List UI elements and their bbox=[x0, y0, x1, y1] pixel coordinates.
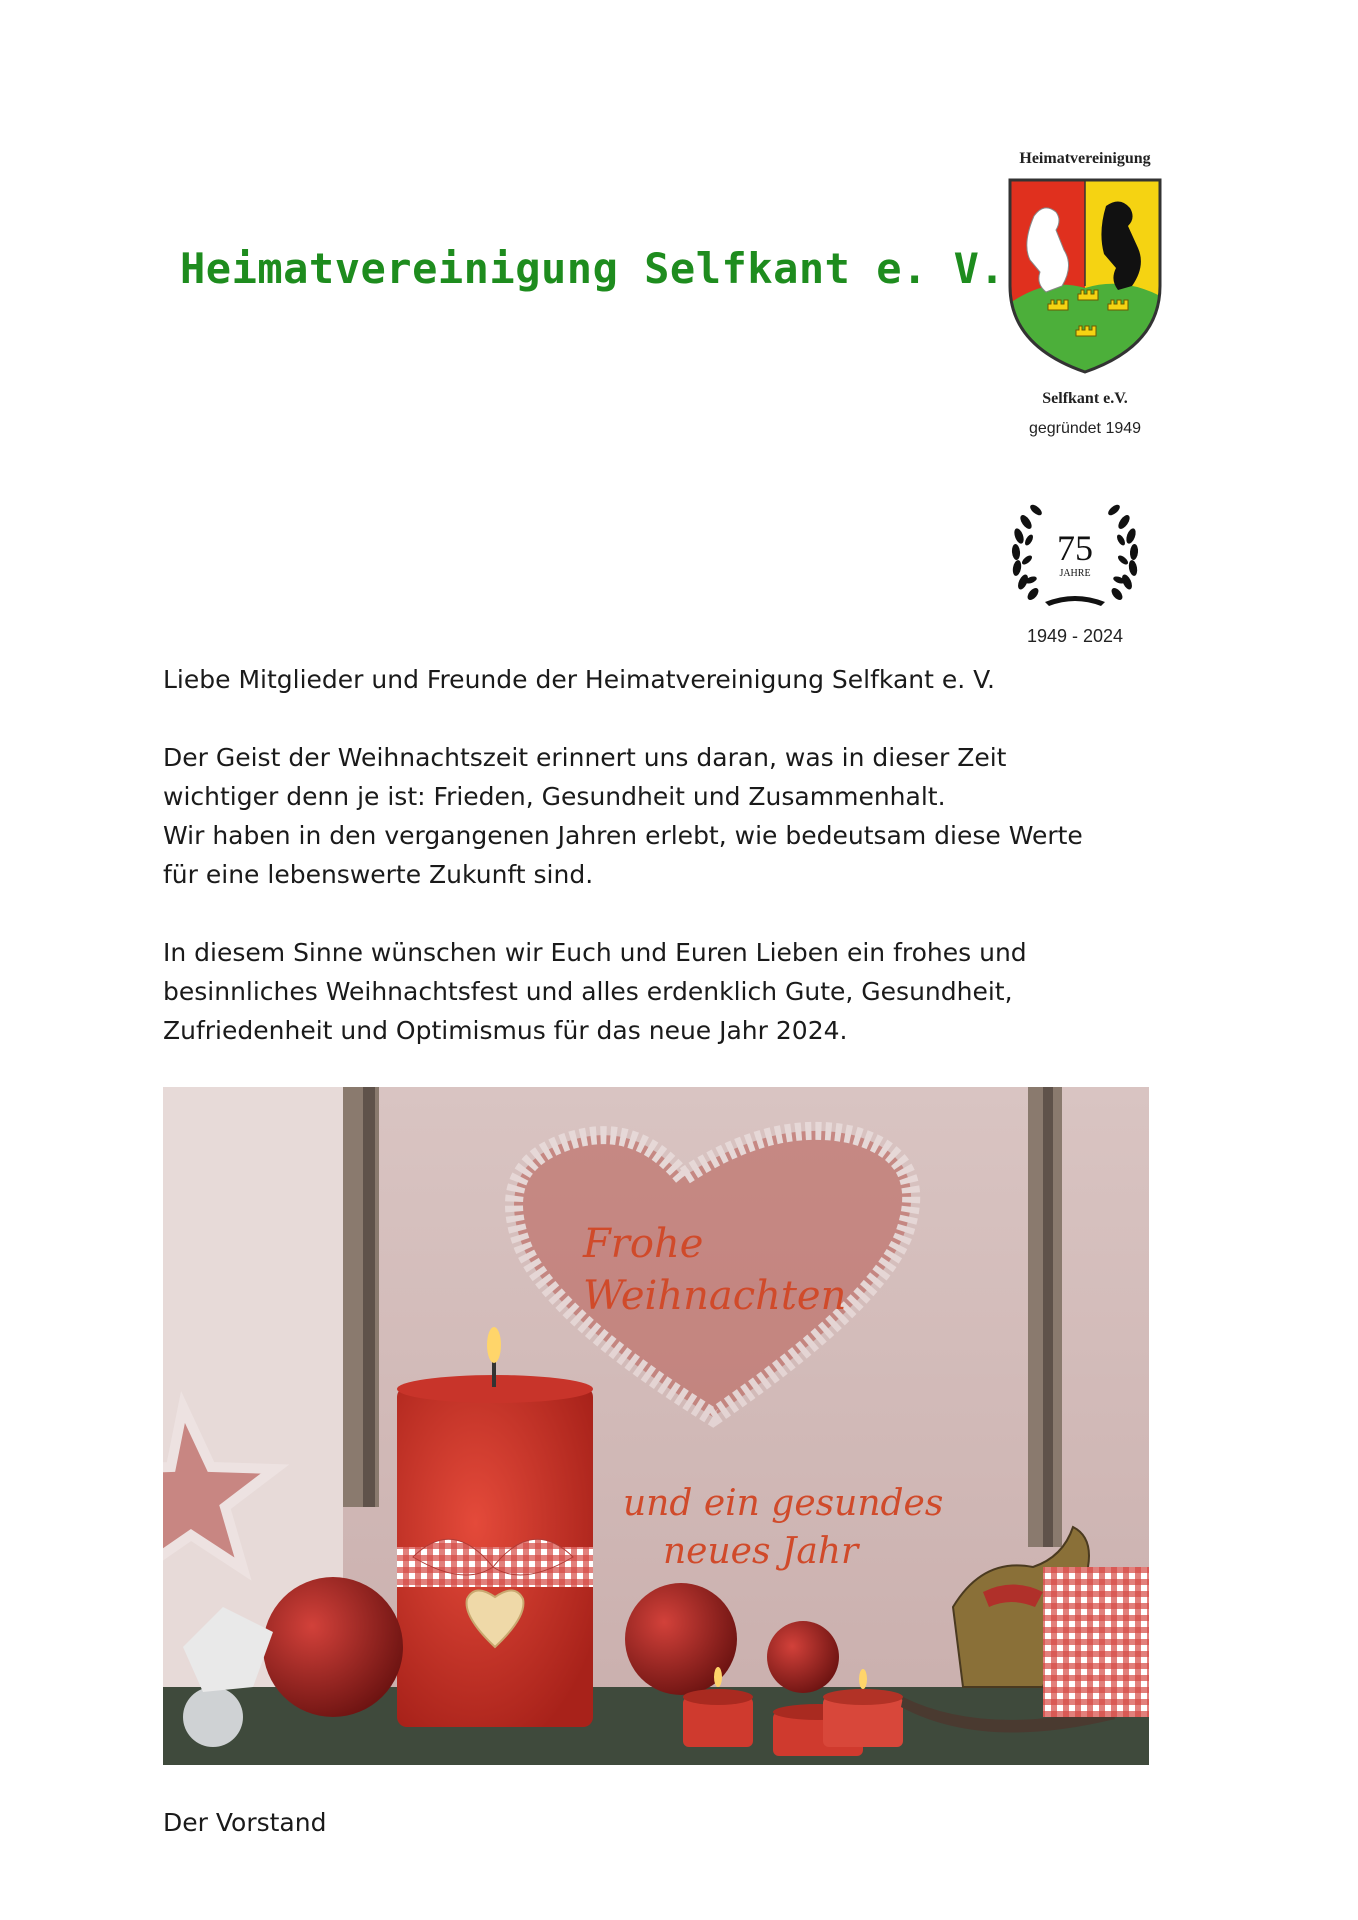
jubilee-number: 75 bbox=[1057, 528, 1093, 568]
paragraph-1 bbox=[163, 738, 1243, 894]
paragraph-line: Zufriedenheit und Optimismus für das neue Jahr 2024. bbox=[163, 1016, 848, 1045]
jubilee-years: 1949 - 2024 bbox=[1026, 626, 1124, 646]
christmas-card-image bbox=[163, 1087, 1149, 1765]
signature: Der Vorstand bbox=[163, 1808, 327, 1837]
crest-top-label: Heimatvereinigung bbox=[1019, 150, 1151, 167]
coat-of-arms-block bbox=[990, 150, 1180, 438]
letter-body bbox=[163, 660, 1243, 1089]
card-text-gesundes: und ein gesundes bbox=[623, 1483, 944, 1524]
coat-of-arms-icon bbox=[1006, 176, 1164, 376]
laurel-wreath-icon bbox=[1005, 494, 1145, 614]
card-text-neues-jahr: neues Jahr bbox=[663, 1531, 859, 1572]
paragraph-line: besinnliches Weihnachtsfest und alles erdenklich Gute, Gesundheit, bbox=[163, 977, 1013, 1006]
paragraph-line: wichtiger denn je ist: Frieden, Gesundheit und Zusammenhalt. bbox=[163, 782, 946, 811]
paragraph-line: Der Geist der Weihnachtszeit erinnert uns daran, was in dieser Zeit bbox=[163, 743, 1007, 772]
crest-bottom-label: Selfkant e.V. bbox=[1042, 390, 1128, 407]
paragraph-line: In diesem Sinne wünschen wir Euch und Euren Lieben ein frohes und bbox=[163, 938, 1027, 967]
card-text-frohe: Frohe bbox=[583, 1221, 704, 1267]
greeting: Liebe Mitglieder und Freunde der Heimatvereinigung Selfkant e. V. bbox=[163, 665, 995, 694]
paragraph-2 bbox=[163, 933, 1243, 1050]
page-title: Heimatvereinigung Selfkant e. V. bbox=[180, 244, 1006, 293]
paragraph-line: für eine lebenswerte Zukunft sind. bbox=[163, 860, 594, 889]
paragraph-line: Wir haben in den vergangenen Jahren erlebt, wie bedeutsam diese Werte bbox=[163, 821, 1083, 850]
founded-label: gegründet 1949 bbox=[1028, 420, 1142, 437]
jubilee-label: JAHRE bbox=[1059, 568, 1091, 579]
card-text-weihnachten: Weihnachten bbox=[583, 1273, 847, 1319]
